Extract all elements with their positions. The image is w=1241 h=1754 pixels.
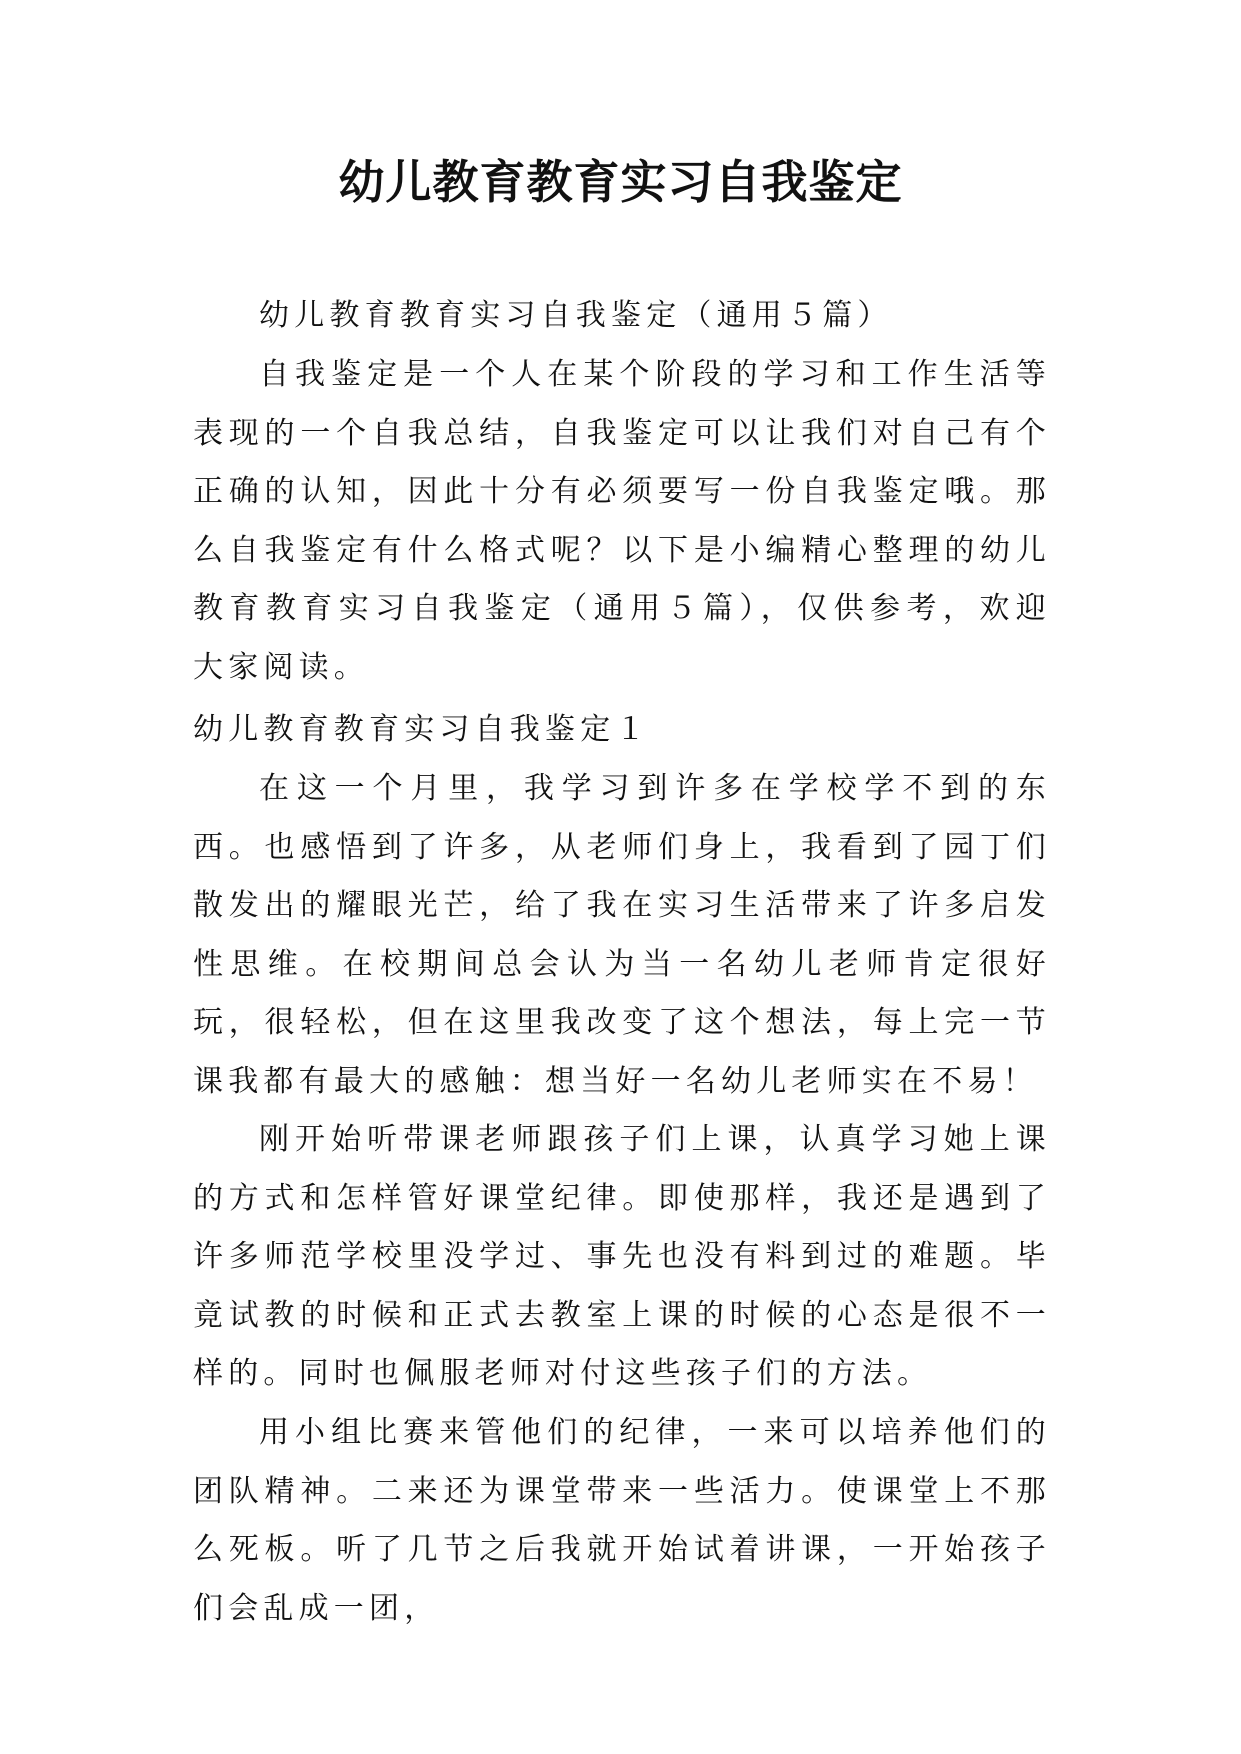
document-title: 幼儿教育教育实习自我鉴定 [338,155,903,209]
body-paragraph: 用小组比赛来管他们的纪律，一来可以培养他们的团队精神。二来还为课堂带来一些活力。使课堂上不那么死板。听了几节之后我就开始试着讲课，一开始孩子们会乱成一团， [193,1415,1051,1626]
body-paragraph: 刚开始听带课老师跟孩子们上课，认真学习她上课的方式和怎样管好课堂纪律。即使那样，我还是遇到了许多师范学校里没学过、事先也没有料到过的难题。毕竟试教的时候和正式去教室上课的时候的心态是很不一样的。同时也佩服老师对付这些孩子们的方法。 [193,1122,1051,1391]
intro-paragraph: 自我鉴定是一个人在某个阶段的学习和工作生活等表现的一个自我总结，自我鉴定可以让我们对自己有个正确的认知，因此十分有必须要写一份自我鉴定哦。那么自我鉴定有什么格式呢？以下是小编精心整理的幼儿教育教育实习自我鉴定（通用５篇），仅供参考，欢迎大家阅读。 [193,357,1051,685]
document-subtitle: 幼儿教育教育实习自我鉴定（通用５篇） [259,298,893,333]
body-paragraph: 在这一个月里，我学习到许多在学校学不到的东西。也感悟到了许多，从老师们身上，我看到了园丁们散发出的耀眼光芒，给了我在实习生活带来了许多启发性思维。在校期间总会认为当一名幼儿老师肯定很好玩，很轻松，但在这里我改变了这个想法，每上完一节课我都有最大的感触：想当好一名幼儿老师实在不易！ [193,771,1051,1099]
section-heading: 幼儿教育教育实习自我鉴定１ [193,712,651,747]
